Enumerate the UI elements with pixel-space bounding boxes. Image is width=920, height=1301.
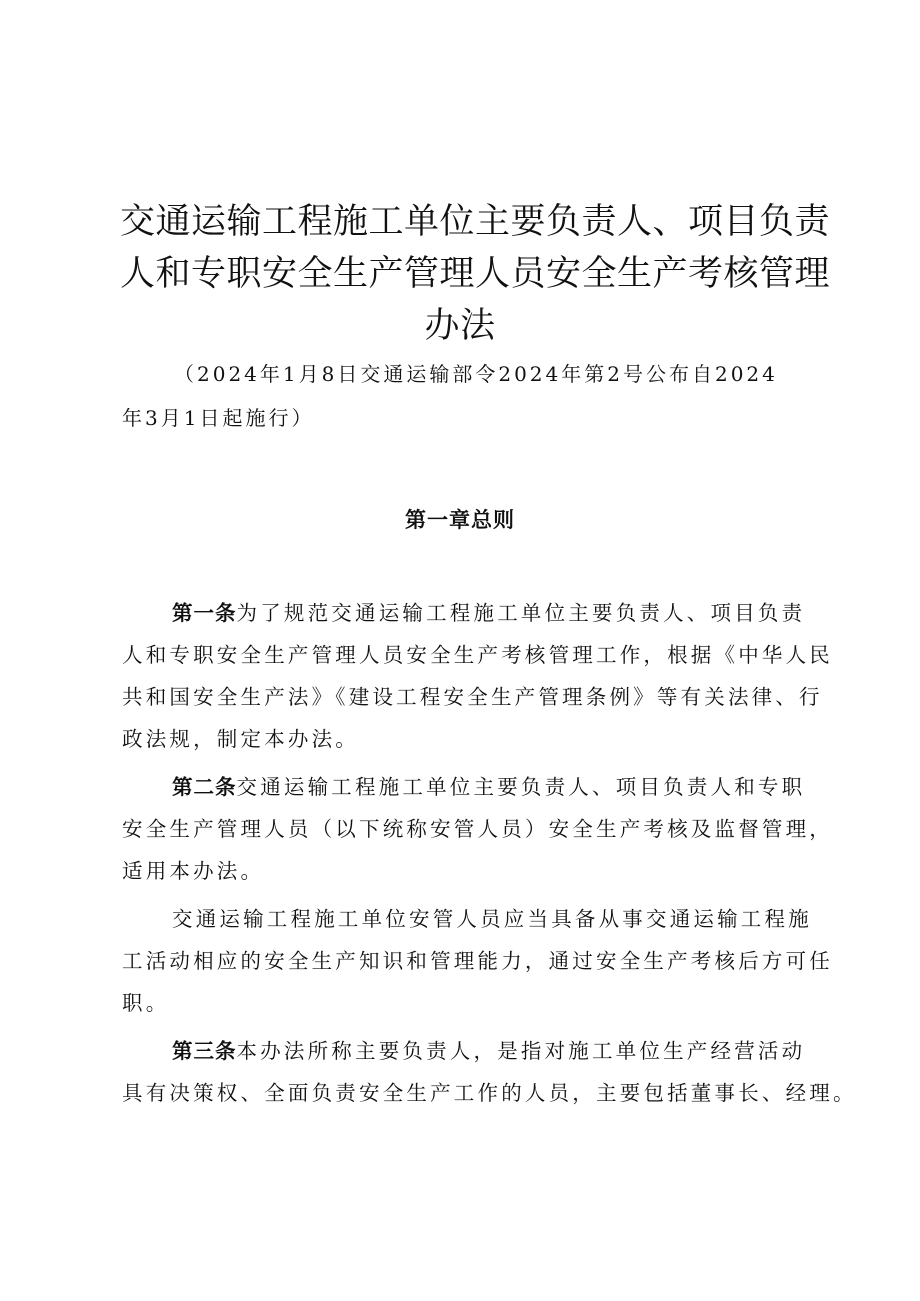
article-1	[122, 592, 833, 760]
article-text-line: 政法规，制定本办法。	[122, 727, 359, 751]
article-text-line: 适用本办法。	[122, 859, 265, 883]
article-2	[122, 766, 833, 892]
paragraph-text-line: 职。	[122, 991, 170, 1015]
article-3	[122, 1030, 857, 1114]
article-text: 本办法所称主要负责人，是指对施工单位生产经营活动	[236, 1039, 806, 1063]
article-text-line: 共和国安全生产法》《建设工程安全生产管理条例》等有关法律、行	[122, 685, 823, 709]
title-line: 人和专职安全生产管理人员安全生产考核管理	[120, 254, 831, 294]
title-line: 办法	[424, 306, 496, 346]
article-text: 为了规范交通运输工程施工单位主要负责人、项目负责	[236, 601, 806, 625]
article-label: 第二条	[172, 775, 237, 799]
title-line: 交通运输工程施工单位主要负责人、项目负责	[120, 202, 831, 242]
promulgation-note	[122, 352, 802, 440]
document-title	[120, 196, 831, 352]
document-body	[122, 592, 857, 1120]
note-line: （2024年1月8日交通运输部令2024年第2号公布自2024	[174, 362, 778, 386]
note-line: 年3月1日起施行）	[122, 406, 315, 430]
article-first-line	[122, 592, 812, 634]
article-text: 交通运输工程施工单位主要负责人、项目负责人和专职	[236, 775, 806, 799]
paragraph-text-line: 交通运输工程施工单位安管人员应当具备从事交通运输工程施	[172, 907, 812, 931]
paragraph-2-2	[122, 898, 833, 1024]
article-first-line	[122, 1030, 812, 1072]
article-text-line: 具有决策权、全面负责安全生产工作的人员，主要包括董事长、经理。	[122, 1081, 857, 1105]
chapter-heading: 第一章总则	[405, 507, 515, 532]
article-text-line: 人和专职安全生产管理人员安全生产考核管理工作，根据《中华人民	[122, 643, 833, 667]
article-text-line: 安全生产管理人员（以下统称安管人员）安全生产考核及监督管理，	[122, 817, 833, 841]
article-first-line	[122, 766, 812, 808]
article-label: 第一条	[172, 601, 237, 625]
paragraph-text-line: 工活动相应的安全生产知识和管理能力，通过安全生产考核后方可任	[122, 949, 833, 973]
article-label: 第三条	[172, 1039, 237, 1063]
